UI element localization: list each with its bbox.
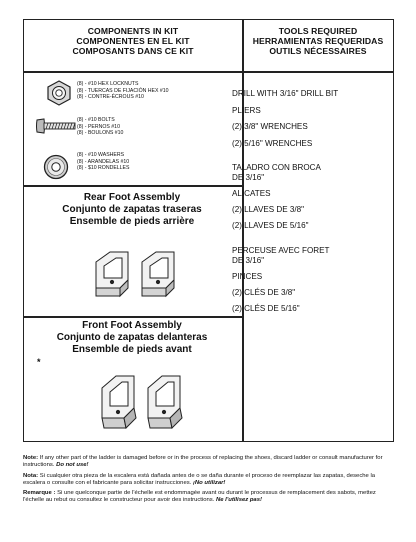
note-french [23,490,394,505]
rear-title-es: Conjunto de zapatas traseras [62,204,202,215]
rear-title-fr: Ensemble de pieds arrière [69,216,195,227]
bolt-text [77,117,123,137]
tool-fr-4: (2) CLÉS DE 5/16" [232,304,300,313]
tool-en-4: (2) 5/16" WRENCHES [232,139,313,148]
tool-es-4: (2) LLAVES DE 5/16" [232,221,309,230]
note-fr-emphasis: Ne l'utilisez pas! [216,497,262,504]
note-english [23,455,394,470]
tool-es-1b: DE 3/16" [232,173,265,182]
front-title-en: Front Foot Assembly [82,320,182,331]
washer-text [77,152,129,172]
locknut-text [77,81,169,101]
washer-line-fr: (8) - $10 RONDELLES [77,165,130,172]
bolt-line-fr: (8) - BOULONS #10 [77,130,124,137]
tool-es-3: (2) LLAVES DE 3/8" [232,205,305,214]
front-title-es: Conjunto de zapatas delanteras [56,332,208,343]
washer-icon [43,154,69,180]
note-es-text: Si cualquier otra pieza de la escalera está dañada antes de o se daña durante el proceso de reemplazar las zapatas, deseche la escalera o consulte con el fabricante para solicitar instrucciones. [23,472,376,486]
washer-line-en: (8) - #10 WASHERS [77,152,125,158]
components-header [24,26,242,56]
note-en-label: Note: [23,455,39,461]
tool-en-2: PLIERS [232,106,261,115]
front-foot-illustration [98,366,194,436]
front-title-fr: Ensemble de pieds avant [72,344,192,355]
bolt-line-en: (8) - #10 BOLTS [77,117,115,123]
tool-fr-2: PINCES [232,272,263,281]
tools-header [243,26,393,56]
tools-header-es: HERRAMIENTAS REQUERIDAS [252,36,384,46]
note-fr-label: Remarque : [23,490,56,497]
note-es-label: Nota: [23,472,39,479]
bolt-line-es: (8) - PERNOS #10 [77,123,120,130]
locknut-line-en: (8) - #10 HEX LOCKNUTS [77,81,139,87]
components-header-fr: COMPOSANTS DANS CE KIT [72,46,194,56]
rear-assembly-title [23,192,241,228]
notes-section [23,455,394,508]
note-en-emphasis: Do not use! [56,462,89,469]
front-section-divider [24,316,242,318]
washer-line-es: (8) - ARANDELAS #10 [77,158,130,165]
locknut-line-es: (8) - TUERCAS DE FIJACIÓN HEX #10 [77,87,169,94]
front-assembly-title [23,320,241,356]
tool-es-1a: TALADRO CON BROCA [232,163,321,172]
front-assembly-star: * [37,357,41,367]
rear-section-divider [24,185,242,187]
note-spanish [23,473,394,488]
note-es-emphasis: ¡No utilizar! [192,479,226,486]
header-divider [24,71,393,73]
rear-foot-illustration [90,244,190,308]
tool-es-2: ALICATES [232,189,271,198]
bolt-icon [36,117,76,135]
components-header-es: COMPONENTES EN EL KIT [76,36,190,46]
tool-en-1: DRILL WITH 3/16" DRILL BIT [232,89,339,98]
tool-fr-1a: PERCEUSE AVEC FORET [232,246,330,255]
locknut-line-fr: (8) - CONTRE-ÉCROUS #10 [77,94,144,101]
note-fr-text: Si une quelconque partie de l'échelle est endommagée avant ou durant le processus de remplacement des sabots, mettez l'échelle au rebut ou consultez le constructeur pour avoir des instructions. [23,490,376,504]
locknut-icon [46,80,72,106]
tool-fr-3: (2) CLÉS DE 3/8" [232,288,296,297]
tool-fr-1b: DE 3/16" [232,256,265,265]
tool-en-3: (2) 3/8" WRENCHES [232,122,308,131]
components-header-en: COMPONENTS IN KIT [87,26,179,36]
note-en-text: If any other part of the ladder is damaged before or in the process of replacing the shoes, discard ladder or consult manufacturer for instructions. [23,455,383,469]
tools-header-en: TOOLS REQUIRED [278,26,358,36]
rear-title-en: Rear Foot Assembly [83,192,181,203]
tools-header-fr: OUTILS NÉCESSAIRES [269,46,367,56]
